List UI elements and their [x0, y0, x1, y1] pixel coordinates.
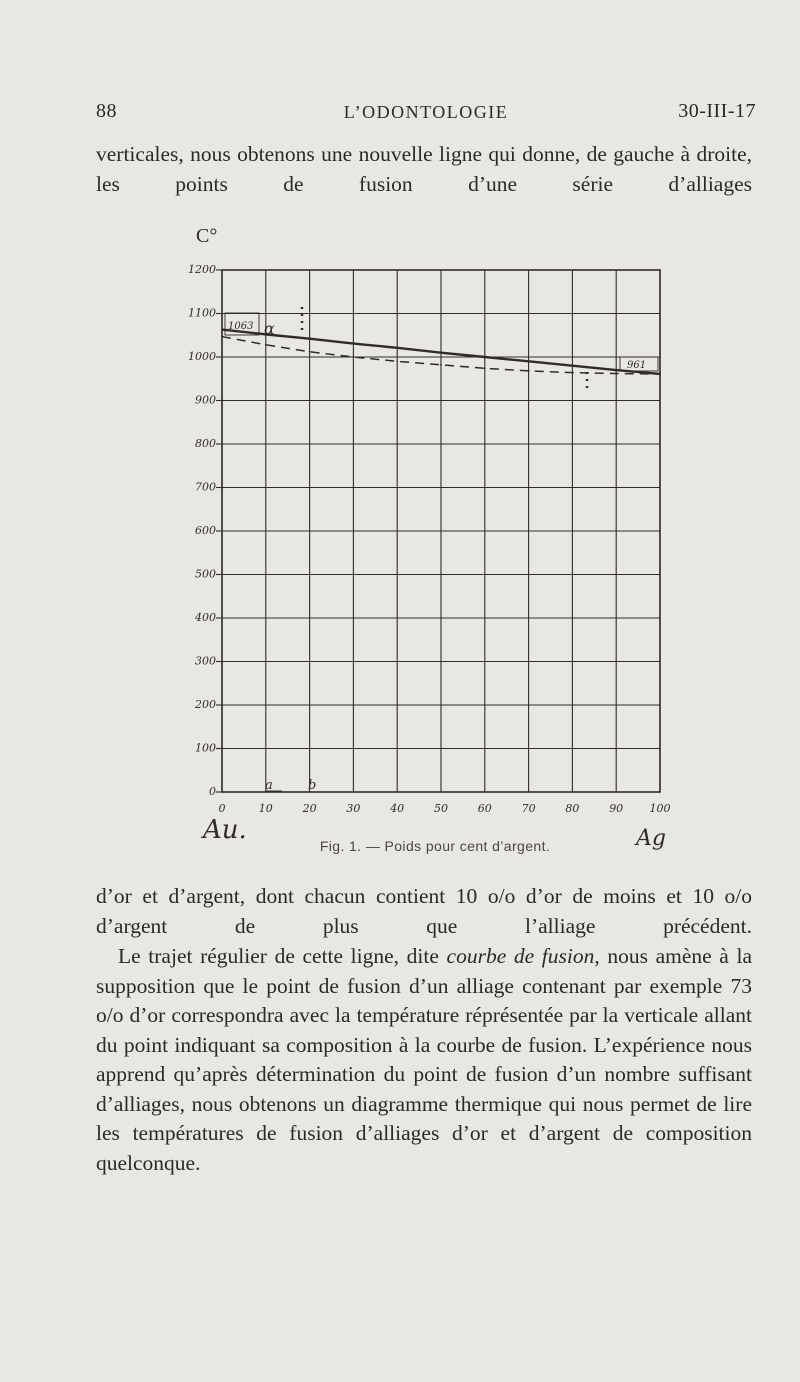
paragraph-bottom-end: , nous amène à la supposition que le point de fusion d’un alliage contenant par exemple 73 o/o d’or correspondra avec la température réprésentée par la verticale allant du point indiquant sa composition à la courbe de fusion. L’expérience nous apprend qu’après détermination du point de fusion d’un nombre suffisant d’alliages, nous obtenons un diagramme thermique qui nous permet de lire les températures de fusion d’alliages d’or et d’argent de composition quelconque.: [96, 944, 752, 1175]
data-point-dashed-10: [265, 344, 267, 346]
x-tick-label-50: 50: [434, 802, 448, 815]
data-point-dashed-40: [396, 360, 398, 362]
y-tick-label-600: 600: [195, 524, 216, 537]
y-tick-label-500: 500: [195, 567, 216, 581]
data-point-dashed-0: [221, 336, 223, 338]
paragraph-mid: d’or et d’argent, dont chacun contient 10 o/o d’or de moins et 10 o/o d’argent de plus que l’alliage précédent.: [96, 884, 752, 938]
term-courbe-de-fusion: courbe de fusion: [446, 944, 595, 968]
data-point-dashed-100: [659, 373, 661, 375]
y-tick-label-800: 800: [195, 437, 216, 450]
start-value-label: 1063: [228, 321, 254, 332]
y-tick-label-1000: 1000: [188, 350, 216, 363]
y-tick-label-1200: 1200: [188, 263, 216, 276]
data-point-dashed-70: [528, 370, 530, 372]
gold-corner-label: Au.: [203, 815, 247, 845]
page-header: [96, 100, 756, 130]
y-tick-label-1100: 1100: [188, 306, 216, 320]
region-a-label: a: [265, 778, 273, 793]
data-point-solid-90: [615, 369, 617, 371]
figure-caption: Fig. 1. — Poids pour cent d’argent.: [319, 838, 551, 854]
data-point-solid-70: [528, 360, 530, 362]
x-tick-label-80: 80: [565, 802, 580, 815]
data-point-dashed-90: [615, 373, 617, 375]
y-tick-label-900: 900: [195, 393, 216, 407]
data-point-dashed-60: [484, 367, 486, 369]
chart-grid: [216, 270, 660, 792]
y-tick-label-0: 0: [209, 785, 216, 798]
y-tick-label-200: 200: [195, 698, 216, 711]
running-title: L’ODONTOLOGIE: [343, 102, 509, 122]
paragraph-bottom: [96, 942, 752, 1178]
data-point-solid-50: [440, 352, 442, 354]
x-tick-label-60: 60: [477, 802, 492, 815]
x-tick-label-30: 30: [346, 802, 361, 815]
y-tick-label-700: 700: [195, 480, 216, 494]
data-point-dashed-80: [572, 372, 574, 374]
region-alpha-label: α: [264, 319, 275, 338]
y-tick-label-100: 100: [195, 741, 216, 755]
data-point-solid-60: [484, 356, 486, 358]
data-point-solid-40: [396, 347, 398, 349]
silver-corner-label: Ag: [636, 826, 666, 851]
end-value-label: 961: [627, 360, 647, 371]
data-point-solid-80: [572, 365, 574, 367]
x-tick-label-20: 20: [302, 802, 317, 815]
data-point-dashed-50: [440, 364, 442, 366]
melting-point-chart: [0, 210, 800, 882]
x-tick-label-0: 0: [218, 802, 226, 815]
data-point-solid-0: [221, 329, 223, 331]
page-number: 88: [96, 100, 117, 122]
data-point-solid-20: [309, 338, 311, 340]
issue-date: 30-III-17: [678, 100, 756, 122]
data-point-dashed-30: [353, 356, 355, 358]
y-tick-label-400: 400: [195, 611, 216, 624]
data-point-dashed-20: [309, 351, 311, 353]
x-tick-label-100: 100: [649, 802, 671, 815]
y-tick-label-300: 300: [195, 654, 216, 668]
chart-labels: [188, 225, 671, 854]
x-tick-label-90: 90: [609, 802, 624, 815]
x-tick-label-10: 10: [258, 802, 273, 815]
data-point-solid-30: [353, 343, 355, 345]
x-tick-label-40: 40: [390, 802, 405, 815]
paragraph-bottom-start: Le trajet régulier de cette ligne, dite: [118, 944, 447, 968]
region-b-label: b: [308, 778, 317, 793]
y-axis-label: C°: [196, 225, 218, 247]
x-tick-label-70: 70: [521, 802, 536, 815]
paragraph-top: verticales, nous obtenons une nouvelle ligne qui donne, de gauche à droite, les points de fusion d’une série d’alliages: [96, 142, 752, 196]
